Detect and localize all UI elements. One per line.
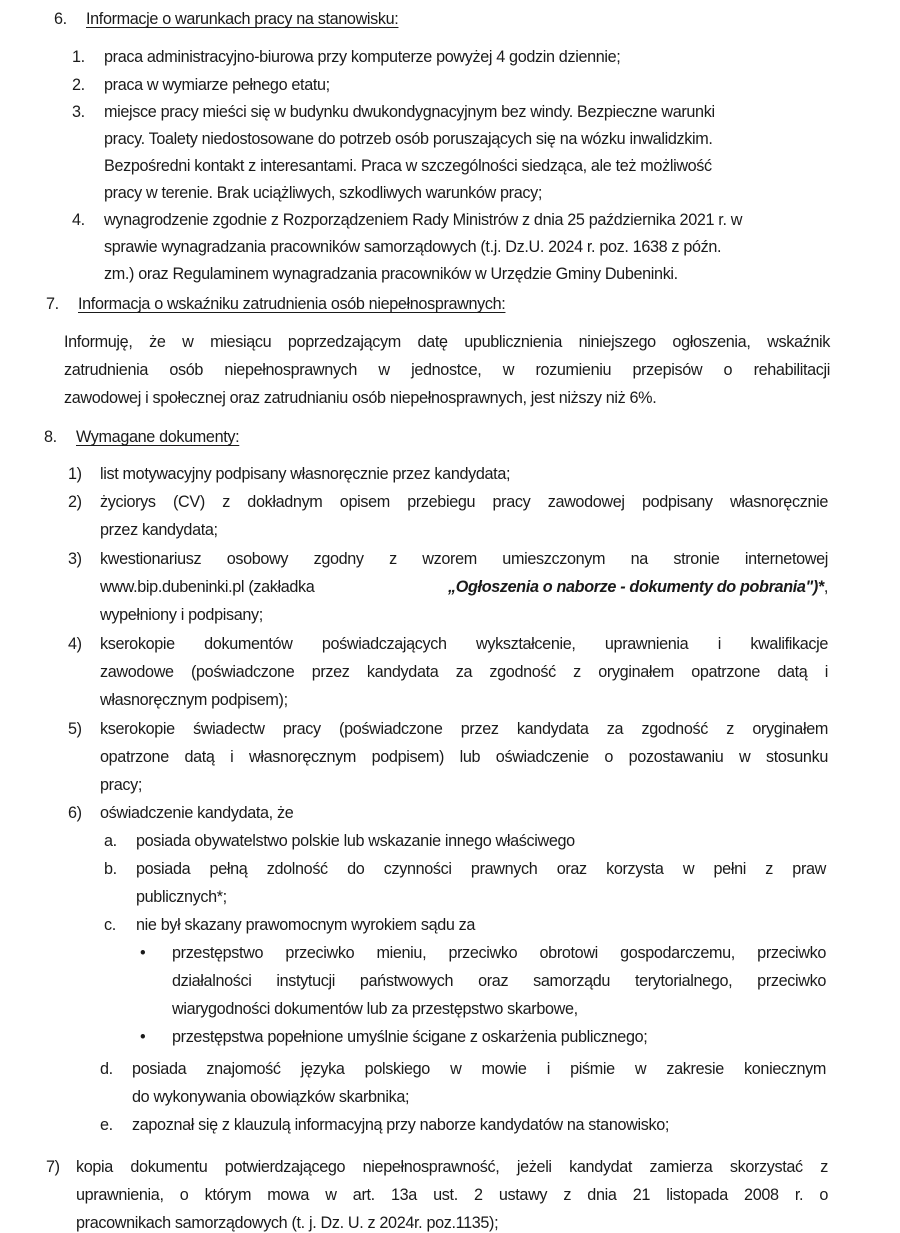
section-number: 6.: [54, 10, 67, 28]
section-title: Wymagane dokumenty:: [76, 428, 240, 446]
sublist-marker: a.: [104, 832, 117, 850]
paragraph-line: Informuję, że w miesiącu poprzedzającym datę upublicznienia niniejszego ogłoszenia, wskaźnik: [64, 333, 830, 351]
bullet-icon: •: [140, 1028, 146, 1046]
sublist-item-text: posiada znajomość języka polskiego w mowie i piśmie w zakresie koniecznym: [132, 1060, 826, 1078]
list-item-text: sprawie wynagradzania pracowników samorządowych (t.j. Dz.U. 2024 r. poz. 1638 z późn.: [104, 238, 722, 256]
list-item-text: wypełniony i podpisany;: [100, 606, 263, 624]
list-marker: 6): [68, 804, 82, 822]
list-item-text: wynagrodzenie zgodnie z Rozporządzeniem Rady Ministrów z dnia 25 października 2021 r. w: [104, 211, 743, 229]
list-item-text: pracy. Toalety niedostosowane do potrzeb osób poruszających się na wózku inwalidzkim.: [104, 130, 713, 148]
section-title: Informacje o warunkach pracy na stanowisku:: [86, 10, 399, 28]
list-marker: 3): [68, 550, 82, 568]
list-item-text: przez kandydata;: [100, 521, 218, 539]
list-item-text: kserokopie dokumentów poświadczających wykształcenie, uprawnienia i kwalifikacje: [100, 635, 828, 653]
paragraph-line: zatrudnienia osób niepełnosprawnych w jednostce, w rozumieniu przepisów o rehabilitacji: [64, 361, 830, 379]
bullet-item-text: przestępstwa popełnione umyślnie ścigane z oskarżenia publicznego;: [172, 1028, 648, 1046]
list-marker: 4.: [72, 211, 85, 229]
list-item-text: pracownikach samorządowych (t. j. Dz. U. z 2024r. poz.1135);: [76, 1214, 499, 1232]
list-item-text: kwestionariusz osobowy zgodny z wzorem umieszczonym na stronie internetowej: [100, 550, 828, 568]
sublist-marker: d.: [100, 1060, 113, 1078]
list-marker: 3.: [72, 103, 85, 121]
section-number: 7.: [46, 295, 59, 313]
list-item-text: Bezpośredni kontakt z interesantami. Praca w szczególności siedząca, ale też możliwość: [104, 157, 712, 175]
list-item-line: [100, 578, 828, 597]
list-marker: 5): [68, 720, 82, 738]
list-item-text: www.bip.dubeninki.pl (zakładka: [100, 578, 319, 596]
list-item-text: zm.) oraz Regulaminem wynagradzania pracowników w Urzędzie Gminy Dubeninki.: [104, 265, 678, 283]
paragraph-line: zawodowej i społecznej oraz zatrudnianiu osób niepełnosprawnych, jest niższy niż 6%.: [64, 389, 657, 407]
list-marker: 2): [68, 493, 82, 511]
list-marker: 1.: [72, 48, 85, 66]
bullet-icon: •: [140, 944, 146, 962]
list-item-text: list motywacyjny podpisany własnoręcznie przez kandydata;: [100, 465, 511, 483]
sublist-item-text: zapoznał się z klauzulą informacyjną przy naborze kandydatów na stanowisko;: [132, 1116, 670, 1134]
list-item-text: kopia dokumentu potwierdzającego niepełnosprawność, jeżeli kandydat zamierza skorzystać z: [76, 1158, 828, 1176]
tab-name-emphasis: „Ogłoszenia o naborze - dokumenty do pobrania")*: [448, 578, 824, 596]
bullet-item-text: działalności instytucji państwowych oraz samorządu terytorialnego, przeciwko: [172, 972, 826, 990]
sublist-item-text: do wykonywania obowiązków skarbnika;: [132, 1088, 410, 1106]
list-item-text: miejsce pracy mieści się w budynku dwukondygnacyjnym bez windy. Bezpieczne warunki: [104, 103, 715, 121]
list-marker: 2.: [72, 76, 85, 94]
sublist-marker: b.: [104, 860, 117, 878]
list-marker: 7): [46, 1158, 60, 1176]
bullet-item-text: przestępstwo przeciwko mieniu, przeciwko obrotowi gospodarczemu, przeciwko: [172, 944, 826, 962]
list-item-text: praca administracyjno-biurowa przy komputerze powyżej 4 godzin dziennie;: [104, 48, 621, 66]
sublist-item-text: posiada obywatelstwo polskie lub wskazanie innego właściwego: [136, 832, 575, 850]
section-number: 8.: [44, 428, 57, 446]
list-item-text: praca w wymiarze pełnego etatu;: [104, 76, 330, 94]
list-marker: 4): [68, 635, 82, 653]
list-item-text: oświadczenie kandydata, że: [100, 804, 294, 822]
list-item-text: własnoręcznym podpisem);: [100, 691, 288, 709]
bullet-item-text: wiarygodności dokumentów lub za przestępstwo skarbowe,: [172, 1000, 578, 1018]
sublist-item-text: posiada pełną zdolność do czynności prawnych oraz korzysta w pełni z praw: [136, 860, 826, 878]
section-title: Informacja o wskaźniku zatrudnienia osób niepełnosprawnych:: [78, 295, 506, 313]
list-item-text: zawodowe (poświadczone przez kandydata za zgodność z oryginałem opatrzone datą i: [100, 663, 828, 681]
list-item-text: pracy w terenie. Brak uciążliwych, szkodliwych warunków pracy;: [104, 184, 543, 202]
comma: ,: [823, 578, 828, 596]
list-item-text: życiorys (CV) z dokładnym opisem przebiegu pracy zawodowej podpisany własnoręcznie: [100, 493, 828, 511]
sublist-marker: c.: [104, 916, 116, 934]
list-marker: 1): [68, 465, 82, 483]
sublist-item-text: publicznych*;: [136, 888, 227, 906]
sublist-marker: e.: [100, 1116, 113, 1134]
list-item-text: pracy;: [100, 776, 142, 794]
list-item-text: kserokopie świadectw pracy (poświadczone przez kandydata za zgodność z oryginałem: [100, 720, 828, 738]
list-item-text: uprawnienia, o którym mowa w art. 13a ust. 2 ustawy z dnia 21 listopada 2008 r. o: [76, 1186, 828, 1204]
list-item-text: opatrzone datą i własnoręcznym podpisem) lub oświadczenie o pozostawaniu w stosunku: [100, 748, 828, 766]
sublist-item-text: nie był skazany prawomocnym wyrokiem sądu za: [136, 916, 476, 934]
